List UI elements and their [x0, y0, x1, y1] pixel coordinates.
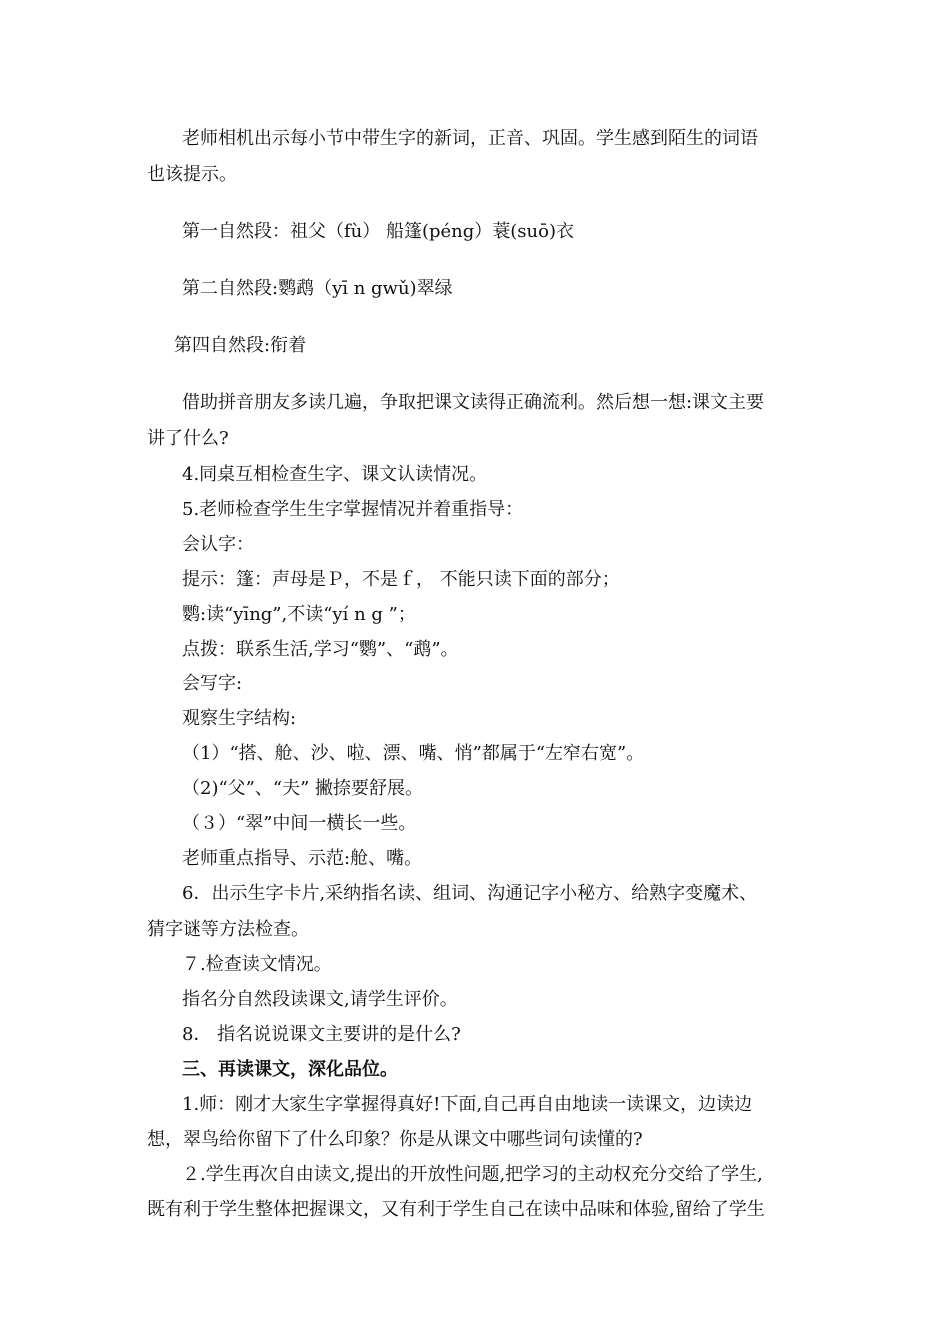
paragraph-line: 会写字: [182, 673, 243, 694]
paragraph-line: 第四自然段:衔着 [174, 335, 307, 356]
paragraph-line: （1）“搭、舱、沙、啦、漂、嘴、悄”都属于“左窄右宽”。 [182, 743, 645, 764]
paragraph-line: 8． 指名说说课文主要讲的是什么? [182, 1024, 461, 1045]
paragraph-line: 6．出示生字卡片,采纳指名读、组词、沟通记字小秘方、给熟字变魔术、 [182, 883, 758, 904]
paragraph-line: 也该提示。 [147, 164, 237, 185]
paragraph-line: 观察生字结构: [182, 708, 297, 729]
paragraph-line: 鹦:读“yīng”,不读“yí n g ”； [182, 604, 416, 625]
paragraph-line: 5.老师检查学生生字掌握情况并着重指导： [182, 499, 524, 520]
paragraph-line: ２.学生再次自由读文,提出的开放性问题,把学习的主动权充分交给了学生, [182, 1164, 763, 1185]
paragraph-line: 既有利于学生整体把握课文，又有利于学生自己在读中品味和体验,留给了学生 [147, 1199, 765, 1220]
paragraph-line: 会认字： [182, 534, 254, 555]
paragraph-line: 1.师：刚才大家生字掌握得真好!下面,自己再自由地读一读课文，边读边 [182, 1094, 753, 1115]
section-heading: 三、再读课文，深化品位。 [182, 1059, 398, 1080]
paragraph-line: 指名分自然段读课文,请学生评价。 [182, 989, 458, 1010]
paragraph-line: 讲了什么? [147, 428, 229, 449]
paragraph-line: 借助拼音朋友多读几遍，争取把课文读得正确流利。然后想一想:课文主要 [182, 392, 765, 413]
paragraph-line: 想，翠鸟给你留下了什么印象？你是从课文中哪些词句读懂的? [147, 1129, 643, 1150]
paragraph-line: 老师重点指导、示范:舱、嘴。 [182, 848, 423, 869]
paragraph-line: （３）“翠”中间一横长一些。 [182, 813, 417, 834]
paragraph-line: 提示：篷：声母是Ｐ，不是ｆ， 不能只读下面的部分； [182, 569, 620, 590]
paragraph-line: 4.同桌互相检查生字、课文认读情况。 [182, 464, 488, 485]
paragraph-line: 第二自然段:鹦鹉（yī n gwǔ)翠绿 [182, 278, 453, 299]
paragraph-line: 老师相机出示每小节中带生字的新词，正音、巩固。学生感到陌生的词语 [182, 128, 758, 149]
paragraph-line: （2)“父”、“夫” 撇捺要舒展。 [182, 778, 424, 799]
paragraph-line: ７.检查读文情况。 [182, 954, 332, 975]
paragraph-line: 点拨：联系生活,学习“鹦”、“鹉”。 [182, 639, 459, 660]
paragraph-line: 猜字谜等方法检查。 [147, 919, 309, 940]
paragraph-line: 第一自然段：祖父（fù） 船篷(péng）蓑(suō)衣 [182, 221, 574, 242]
